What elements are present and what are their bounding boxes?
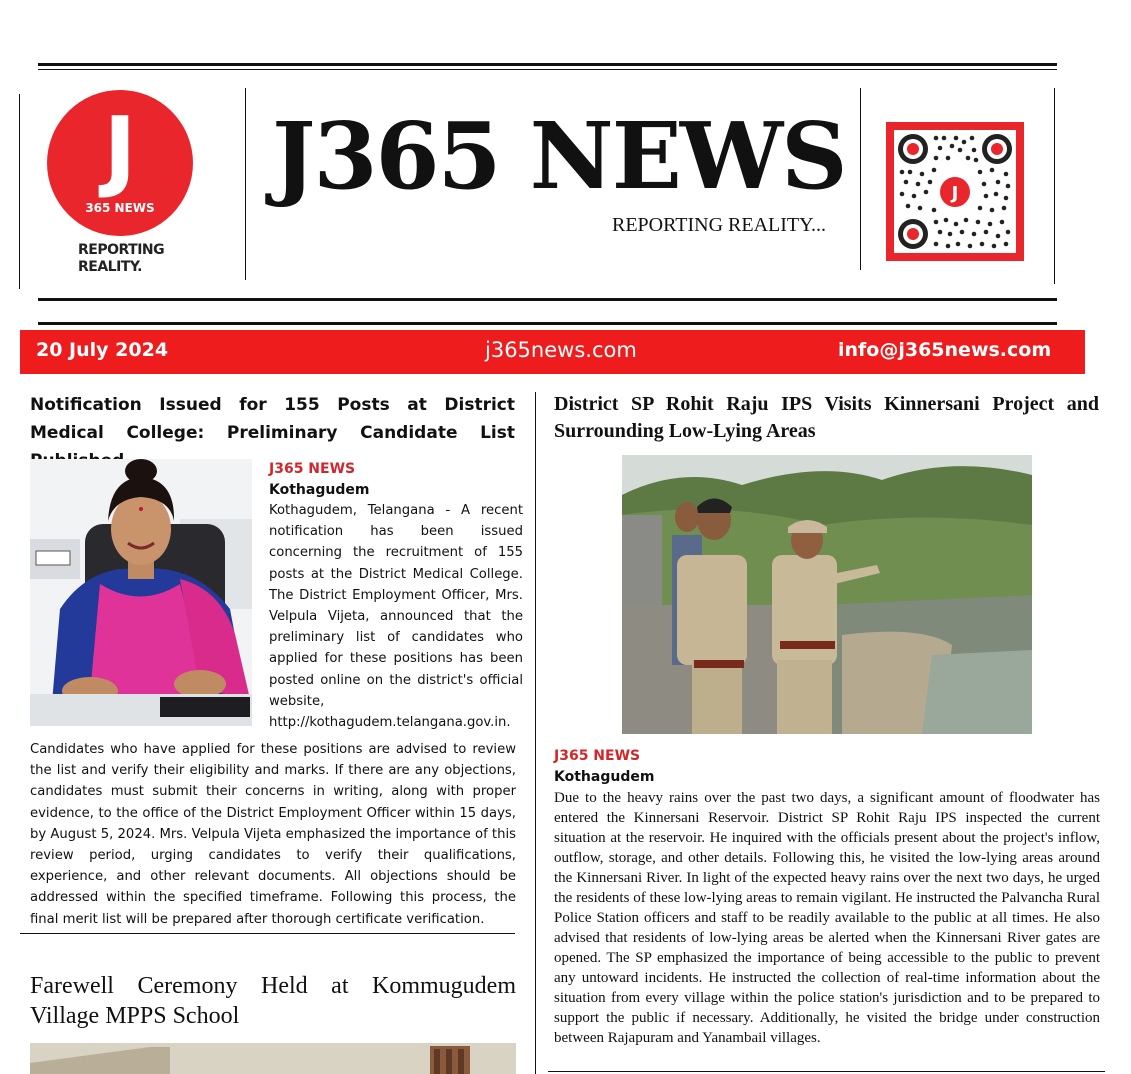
article-notification-photo: [30, 459, 252, 726]
issue-date: 20 July 2024: [36, 339, 169, 361]
article-sp-visit-source: J365 NEWS: [554, 748, 641, 764]
qr-logo-letter: J: [951, 183, 959, 204]
newspaper-tagline: REPORTING REALITY...: [612, 214, 826, 236]
column-divider: [535, 392, 536, 1074]
logo-tagline: [78, 242, 164, 276]
newspaper-title: J365 NEWS: [272, 102, 846, 210]
masthead-divider-logo: [245, 88, 246, 280]
logo-letter: J: [103, 98, 137, 201]
website-link[interactable]: j365news.com: [485, 338, 637, 362]
logo-tagline-line-1: REPORTING: [78, 242, 165, 258]
article-notification-headline[interactable]: Notification Issued for 155 Posts at District Medical College: Preliminary Candidate List: [30, 395, 515, 443]
qr-code-icon[interactable]: [886, 122, 1024, 261]
logo-name: 365 NEWS: [85, 201, 155, 215]
article-sp-visit-location: Kothagudem: [554, 769, 655, 785]
article-notification-body-below: Candidates who have applied for these positions are advised to review the list and verify their eligibility and marks. If there are any objections, candidates must submit their concerns in writing, along with proper evidence, to the office of the District Employment Officer within 15 days, by August 5, 2024. Mrs. Velpula Vijeta emphasized the importance of this review period, urging candidates to verify their qualifications, experience, and other relevant documents. All objections should be addressed within the specified timeframe. Following this process, the final merit list will be prepared after thorough certificate verification.: [30, 742, 516, 927]
masthead-top-rule-thin: [38, 69, 1057, 70]
masthead-divider-right-edge: [1054, 88, 1055, 284]
article-notification-body-beside: Kothagudem, Telangana - A recent notification has been issued concerning the recruitment of 155 posts at the District Medical College. The District Employment Officer, Mrs. Velpula Vijeta, announced that the preliminary list of candidates who applied for these positions has been posted online on the district's official website, http://kothagudem.telangana.gov.in.: [269, 503, 523, 731]
logo-tagline-line-2: REALITY.: [78, 259, 142, 275]
article-separator: [20, 933, 515, 934]
article-sp-visit-body: Due to the heavy rains over the past two days, a significant amount of floodwater has entered the Kinnersani Reservoir. District SP Rohit Raju IPS inspected the current situation at the reservoir. He inquired with the officials present about the project's inflow, outflow, storage, and other details. Following this, he visited the low-lying areas around the Kinnersani River. In light of the expected heavy rains over the next two days, he urged the residents of these low-lying areas to remain vigilant. He instructed the Palvancha Rural Police Station officers and staff to be readily available to the public at all times. He also advised that residents of low-lying areas be alerted when the Kinnersani River gates are opened. The SP emphasized the importance of being accessible to the public to prevent any untoward incidents. He instructed the collection of real-time information about the situation from every village within the police station's jurisdiction and to be prepared to support the public if necessary. Additionally, he visited the bridge under construction between Rajapuram and Yanambail villages.: [554, 790, 1100, 1046]
qr-pattern-icon: [894, 130, 1016, 253]
article-notification-location: Kothagudem: [269, 482, 370, 498]
article-farewell-photo: [30, 1043, 516, 1074]
masthead-bottom-rule: [38, 298, 1057, 301]
article-notification-source: J365 NEWS: [269, 461, 356, 477]
article-sp-visit-bottom-rule: [548, 1071, 1105, 1072]
article-sp-visit-headline[interactable]: District SP Rohit Raju IPS Visits Kinnersani Project and Surrounding Low-Lying Areas: [554, 393, 1099, 442]
masthead-top-rule: [38, 63, 1057, 66]
logo: [47, 90, 193, 236]
masthead-divider-left-edge: [19, 94, 20, 289]
article-sp-visit-photo: [622, 455, 1032, 734]
masthead-divider-qr: [860, 88, 861, 270]
email-link[interactable]: info@j365news.com: [838, 339, 1052, 361]
article-farewell-headline[interactable]: Farewell Ceremony Held at Kommugudem Village MPPS School: [30, 973, 516, 1029]
info-bar: [20, 330, 1085, 374]
masthead-bottom-rule-2: [38, 322, 1057, 325]
